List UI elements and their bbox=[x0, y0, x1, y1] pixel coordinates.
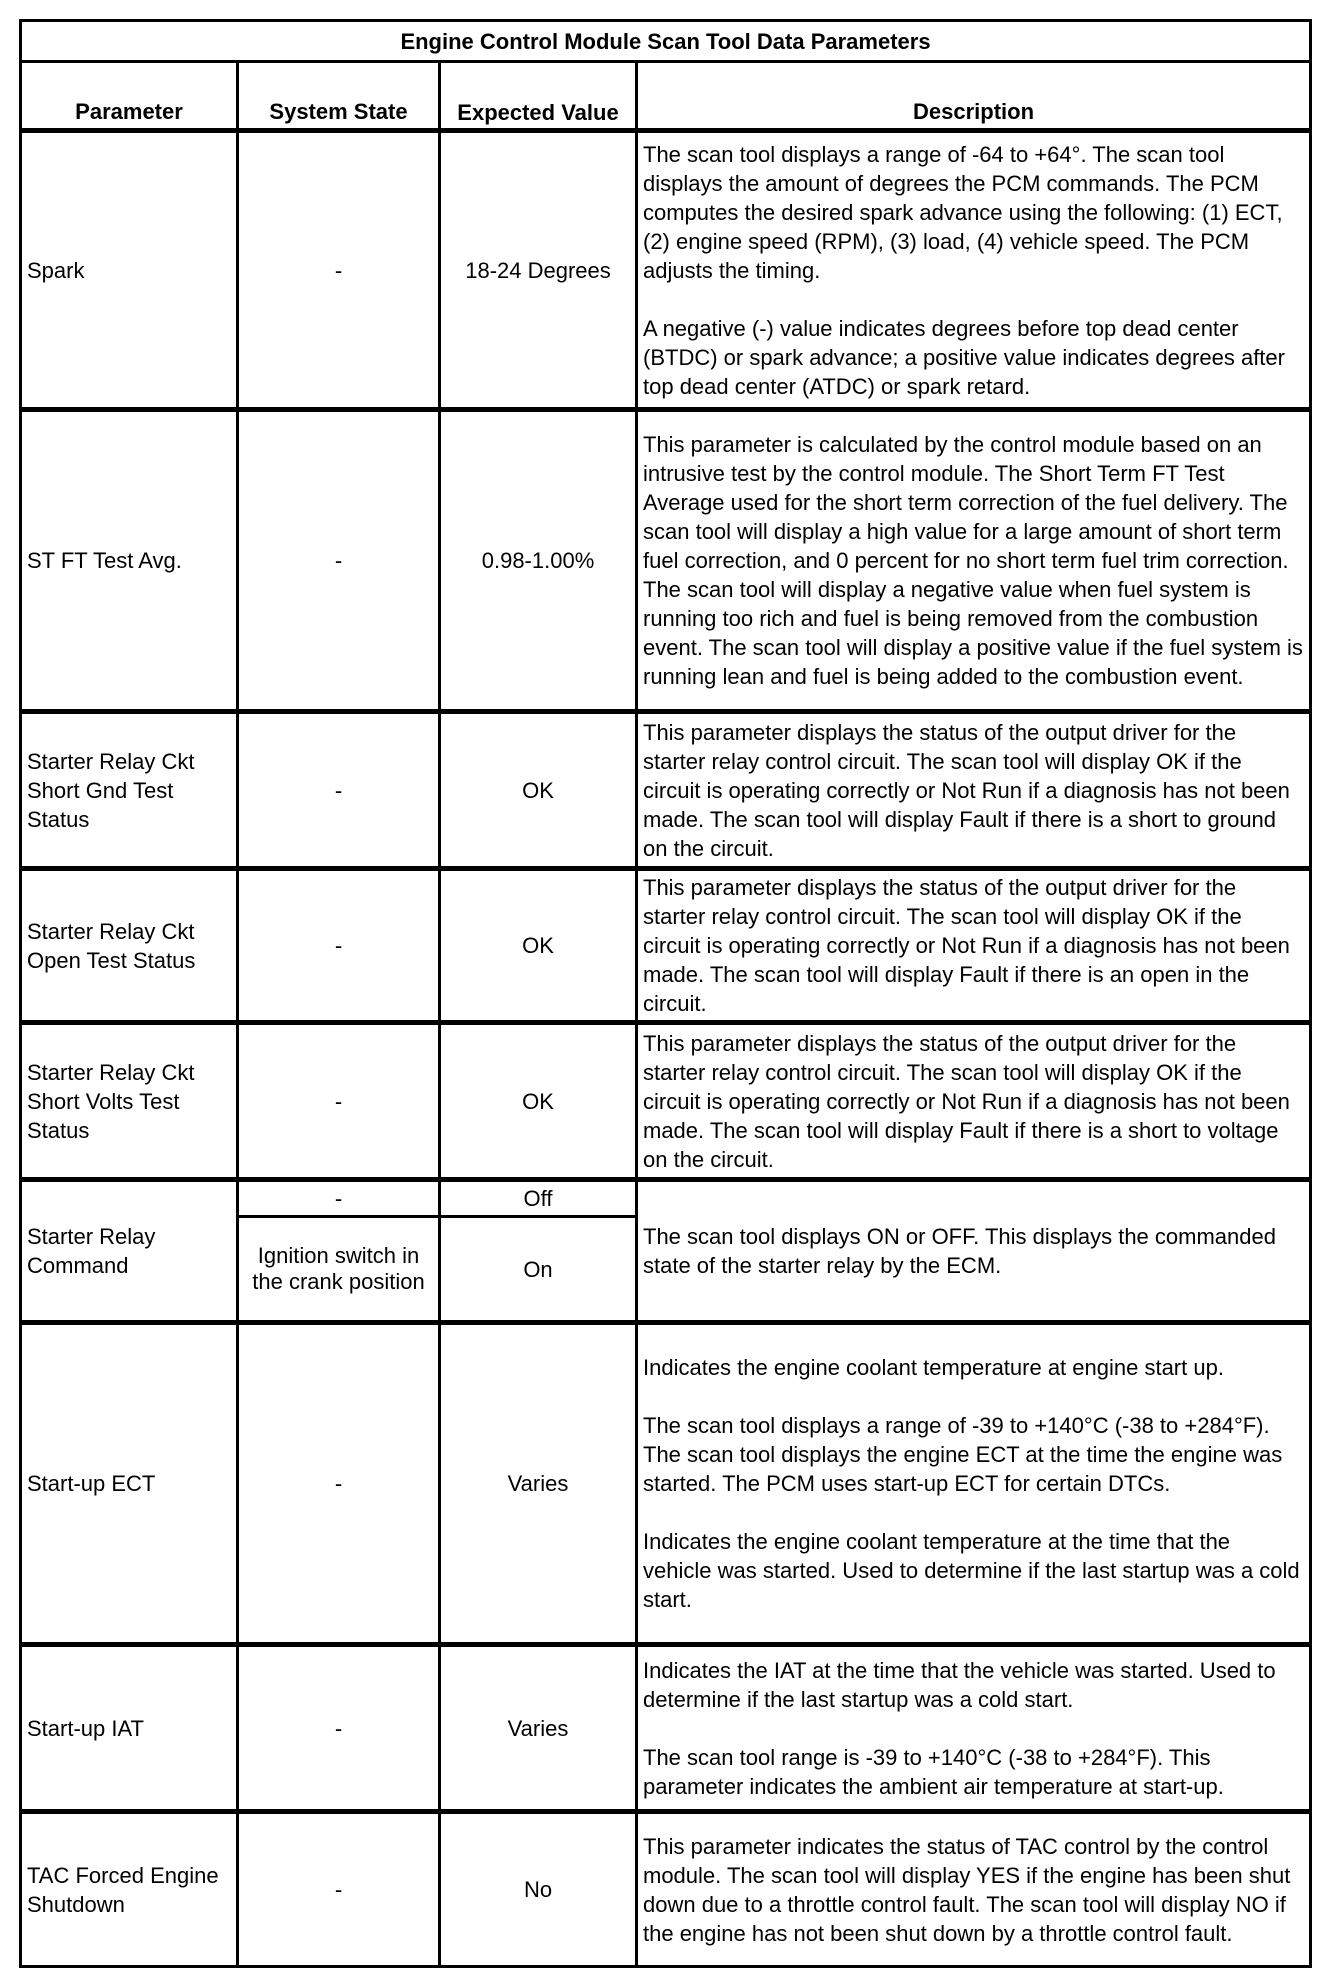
description-cell bbox=[637, 1812, 1311, 1967]
description-cell bbox=[637, 131, 1311, 410]
expected-value-cell: No bbox=[440, 1812, 637, 1967]
header-description: Description bbox=[637, 62, 1311, 131]
expected-value-cell: Varies bbox=[440, 1323, 637, 1645]
scan-tool-data-table bbox=[19, 19, 1312, 1968]
description-paragraph: The scan tool displays a range of -64 to +64°. The scan tool displays the amount of degrees the PCM commands. The PCM computes the desired spark advance using the following: (1) ECT, (2) engine speed (RPM), (3) load, (4) vehicle speed. The PCM adjusts the timing. bbox=[643, 141, 1283, 283]
description-cell bbox=[637, 1180, 1311, 1323]
description-paragraph: The scan tool displays a range of -39 to +140°C (-38 to +284°F). The scan tool displays the engine ECT at the time the engine was started. The PCM uses start-up ECT for certain DTCs. bbox=[643, 1413, 1283, 1496]
parameter-cell: Starter Relay Ckt Short Volts Test Status bbox=[21, 1023, 238, 1180]
system-state-cell: - bbox=[238, 869, 440, 1023]
description-paragraph: This parameter indicates the status of TAC control by the control module. The scan tool will display YES if the engine has been shut down due to a throttle control fault. The scan tool will display NO if the engine has not been shut down by a throttle control fault. bbox=[643, 1833, 1291, 1946]
parameter-cell: Start-up IAT bbox=[21, 1645, 238, 1812]
description-cell bbox=[637, 712, 1311, 869]
system-state-cell: - bbox=[238, 410, 440, 712]
system-state-cell: Ignition switch in the crank position bbox=[238, 1217, 440, 1323]
header-parameter: Parameter bbox=[21, 62, 238, 131]
table-title: Engine Control Module Scan Tool Data Parameters bbox=[21, 21, 1311, 62]
table-row bbox=[21, 1812, 1311, 1967]
table-row bbox=[21, 869, 1311, 1023]
header-expected-value: Expected Value bbox=[440, 62, 637, 131]
system-state-cell: - bbox=[238, 1323, 440, 1645]
expected-value-cell: Varies bbox=[440, 1645, 637, 1812]
system-state-cell: - bbox=[238, 1180, 440, 1217]
description-cell bbox=[637, 1323, 1311, 1645]
description-paragraph: Indicates the engine coolant temperature at the time that the vehicle was started. Used to determine if the last startup was a cold start. bbox=[643, 1529, 1300, 1612]
system-state-cell: - bbox=[238, 1812, 440, 1967]
description-paragraph: The scan tool range is -39 to +140°C (-38 to +284°F). This parameter indicates the ambient air temperature at start-up. bbox=[643, 1744, 1224, 1799]
expected-value-cell: OK bbox=[440, 869, 637, 1023]
parameter-cell: Start-up ECT bbox=[21, 1323, 238, 1645]
description-paragraph: Indicates the IAT at the time that the vehicle was started. Used to determine if the last startup was a cold start. bbox=[643, 1657, 1276, 1712]
expected-value-cell: On bbox=[440, 1217, 637, 1323]
parameter-cell: Spark bbox=[21, 131, 238, 410]
system-state-cell: - bbox=[238, 131, 440, 410]
table-row bbox=[21, 1323, 1311, 1645]
description-cell bbox=[637, 1645, 1311, 1812]
description-cell bbox=[637, 410, 1311, 712]
expected-value-cell: Off bbox=[440, 1180, 637, 1217]
expected-value-cell: 18-24 Degrees bbox=[440, 131, 637, 410]
parameter-cell: TAC Forced Engine Shutdown bbox=[21, 1812, 238, 1967]
table-row bbox=[21, 1180, 1311, 1217]
description-paragraph: This parameter displays the status of the output driver for the starter relay control circuit. The scan tool will display OK if the circuit is operating correctly or Not Run if a diagnosis has not been made. The scan tool will display Fault if there is a short to ground on the circuit. bbox=[643, 719, 1290, 861]
parameter-cell: Starter Relay Ckt Open Test Status bbox=[21, 869, 238, 1023]
expected-value-cell: 0.98-1.00% bbox=[440, 410, 637, 712]
system-state-cell: - bbox=[238, 1023, 440, 1180]
description-cell bbox=[637, 1023, 1311, 1180]
parameter-cell: ST FT Test Avg. bbox=[21, 410, 238, 712]
description-paragraph: This parameter is calculated by the control module based on an intrusive test by the control module. The Short Term FT Test Average used for the short term correction of the fuel delivery. The scan tool will display a high value for a large amount of short term fuel correction, and 0 percent for no short term fuel trim correction. The scan tool will display a negative value when fuel system is running too rich and fuel is being removed from the combustion event. The scan tool will display a positive value if the fuel system is running lean and fuel is being added to the combustion event. bbox=[643, 432, 1303, 689]
system-state-cell: - bbox=[238, 712, 440, 869]
table-row bbox=[21, 131, 1311, 410]
parameter-cell: Starter Relay Command bbox=[21, 1180, 238, 1323]
table-row bbox=[21, 712, 1311, 869]
table-row bbox=[21, 1023, 1311, 1180]
description-paragraph: Indicates the engine coolant temperature at engine start up. bbox=[643, 1355, 1224, 1380]
description-paragraph: The scan tool displays ON or OFF. This displays the commanded state of the starter relay by the ECM. bbox=[643, 1224, 1276, 1278]
description-paragraph: This parameter displays the status of the output driver for the starter relay control circuit. The scan tool will display OK if the circuit is operating correctly or Not Run if a diagnosis has not been made. The scan tool will display Fault if there is a short to voltage on the circuit. bbox=[643, 1030, 1290, 1172]
parameter-cell: Starter Relay Ckt Short Gnd Test Status bbox=[21, 712, 238, 869]
expected-value-cell: OK bbox=[440, 712, 637, 869]
system-state-cell: - bbox=[238, 1645, 440, 1812]
header-system-state: System State bbox=[238, 62, 440, 131]
description-cell bbox=[637, 869, 1311, 1023]
expected-value-cell: OK bbox=[440, 1023, 637, 1180]
description-paragraph: This parameter displays the status of the output driver for the starter relay control circuit. The scan tool will display OK if the circuit is operating correctly or Not Run if a diagnosis has not been made. The scan tool will display Fault if there is an open in the circuit. bbox=[643, 875, 1290, 1016]
table-row bbox=[21, 410, 1311, 712]
description-paragraph: A negative (-) value indicates degrees before top dead center (BTDC) or spark advance; a positive value indicates degrees after top dead center (ATDC) or spark retard. bbox=[643, 315, 1285, 399]
table-row bbox=[21, 1645, 1311, 1812]
